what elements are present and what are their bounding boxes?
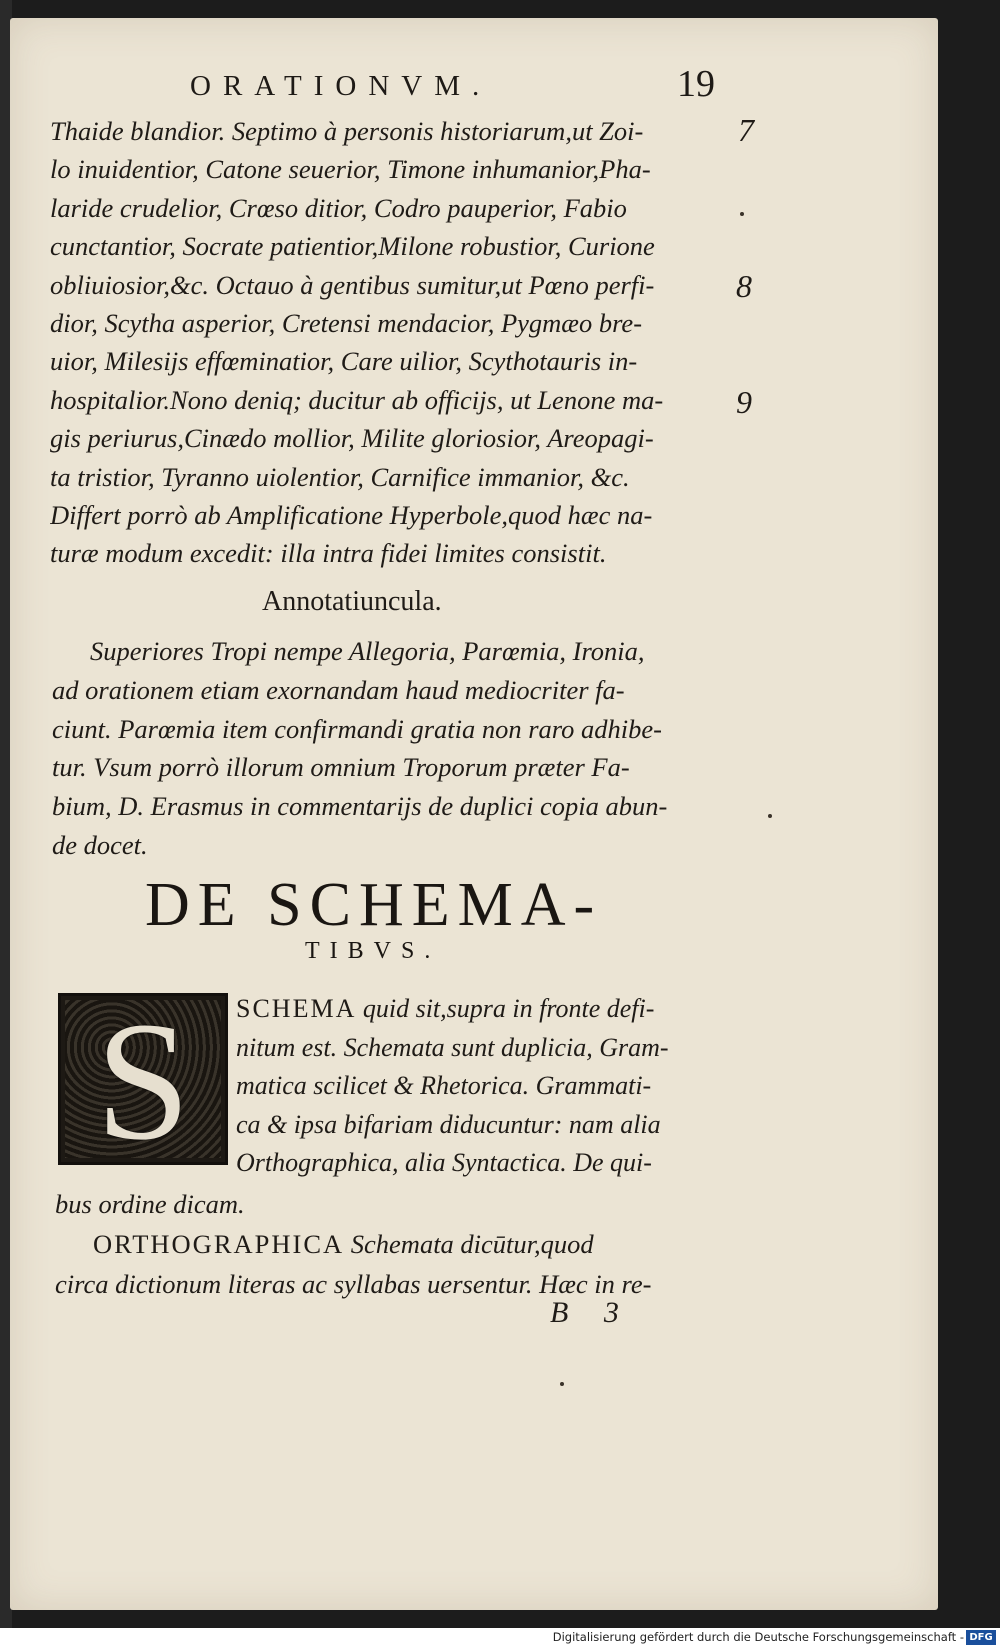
small-caps-word: ORTHOGRAPHICA: [93, 1229, 345, 1259]
text-line: de docet.: [52, 829, 148, 860]
text-line: [55, 1224, 735, 1264]
line-text: nitum est. Schemata sunt duplicia, Gram-: [236, 1032, 669, 1062]
chapter-title: DE SCHEMA-: [145, 871, 603, 939]
line-text: matica scilicet & Rhetorica. Grammati-: [236, 1071, 652, 1101]
main-text: [50, 112, 730, 573]
dfg-logo: DFG: [966, 1630, 996, 1645]
text-line: Thaide blandior. Septimo à personis historiarum,ut Zoi-: [50, 116, 644, 146]
line-text: quid sit,supra in fronte defi-: [356, 994, 655, 1023]
text-line: [236, 990, 736, 1029]
running-title: ORATIONVM.: [190, 70, 492, 102]
initial-letter: S: [95, 993, 191, 1165]
text-line: turæ modum excedit: illa intra fidei limites consistit.: [50, 538, 607, 569]
line-text: ca & ipsa bifariam diducuntur: nam alia: [236, 1109, 661, 1139]
text-line: [236, 1067, 736, 1106]
chapter-title-continuation: TIBVS.: [305, 938, 441, 964]
paper-speck: [768, 814, 772, 818]
text-line: lo inuidentior, Catone seuerior, Timone inhumanior,Pha-: [50, 154, 651, 185]
footer-bar: [0, 1628, 1000, 1648]
text-line: [55, 1264, 735, 1304]
text-line: [236, 1029, 736, 1068]
text-line: [55, 1184, 735, 1224]
text-line: ad orationem etiam exornandam haud mediocriter fa-: [52, 674, 625, 705]
text-line: obliuiosior,&c. Octauo à gentibus sumitur,ut Pœno perfi-: [50, 269, 655, 300]
paper-speck: [560, 1382, 564, 1386]
text-line: tur. Vsum porrò illorum omnium Troporum præter Fa-: [52, 752, 630, 783]
annotation-heading: Annotatiuncula.: [262, 586, 442, 617]
text-line: [236, 1106, 736, 1145]
paper-speck: [740, 212, 744, 216]
text-line: hospitalior.Nono deniq; ducitur ab officijs, ut Lenone ma-: [50, 384, 664, 415]
text-line: cunctantior, Socrate patientior,Milone robustior, Curione: [50, 231, 655, 262]
text-line: gis periurus,Cinædo mollior, Milite gloriosior, Areopagi-: [50, 423, 654, 454]
orthographica-text: [55, 1184, 735, 1304]
footer-credit: Digitalisierung gefördert durch die Deutsche Forschungsgemeinschaft -: [552, 1630, 964, 1644]
text-line: ciunt. Parœmia item confirmandi gratia non raro adhibe-: [52, 713, 662, 744]
text-line: Differt porrò ab Amplificatione Hyperbole,quod hæc na-: [50, 499, 653, 530]
margin-number: 7: [738, 112, 754, 148]
annotation-text: [52, 632, 732, 865]
decorated-initial: [58, 993, 228, 1165]
line-text: Schemata dicūtur,quod: [344, 1229, 594, 1259]
page-number: 19: [677, 63, 715, 105]
line-text: circa dictionum literas ac syllabas uersentur. Hæc in re-: [55, 1269, 652, 1299]
schema-text: [236, 990, 736, 1183]
margin-number: 8: [736, 268, 752, 304]
line-text: bus ordine dicam.: [55, 1189, 245, 1219]
small-caps-word: SCHEMA: [236, 994, 357, 1023]
text-line: ta tristior, Tyranno uiolentior, Carnifice immanior, &c.: [50, 461, 630, 492]
text-line: dior, Scytha asperior, Cretensi mendacior, Pygmæo bre-: [50, 307, 643, 338]
text-line: laride crudelior, Crœso ditior, Codro pauperior, Fabio: [50, 192, 627, 223]
line-text: Orthographica, alia Syntactica. De qui-: [236, 1148, 652, 1178]
text-line: [236, 1144, 736, 1183]
text-line: uior, Milesijs effœminatior, Care uilior, Scythotauris in-: [50, 346, 638, 377]
text-line: Superiores Tropi nempe Allegoria, Parœmia, Ironia,: [90, 636, 645, 666]
text-line: bium, D. Erasmus in commentarijs de duplici copia abun-: [52, 791, 668, 822]
margin-number: 9: [736, 384, 752, 420]
signature-mark: B 3: [550, 1296, 633, 1329]
